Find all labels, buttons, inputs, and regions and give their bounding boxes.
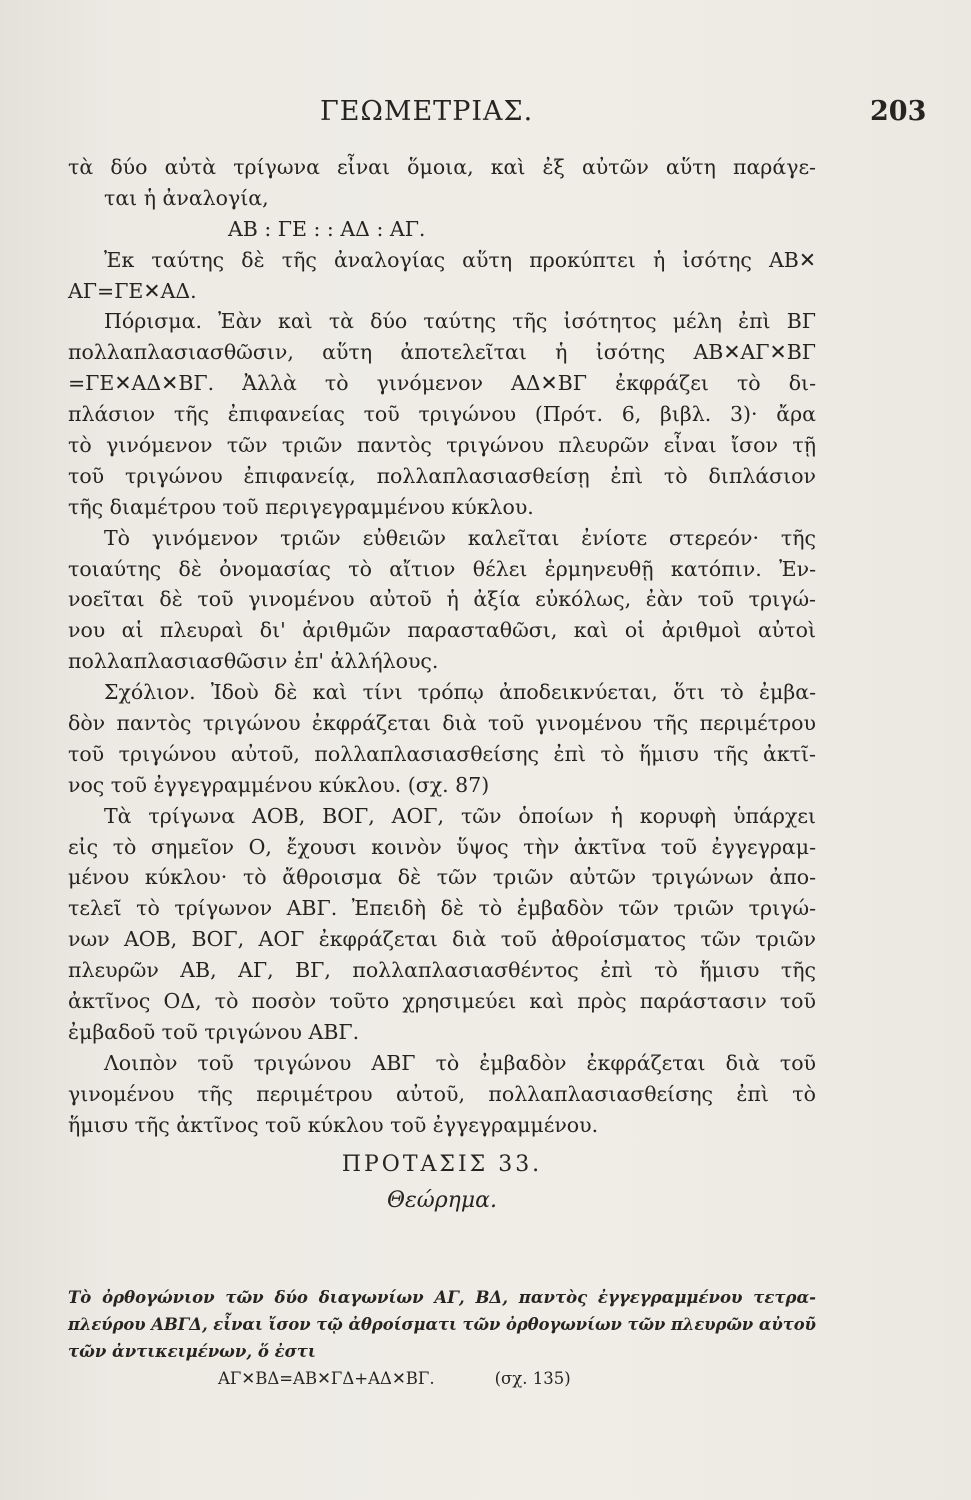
text-line: πλευρῶν ΑΒ, ΑΓ, ΒΓ, πολλαπλασιασθέντος ἐπὶ τὸ ἥμισυ τῆς <box>68 958 816 983</box>
text-line: Σχόλιον. Ἰδοὺ δὲ καὶ τίνι τρόπῳ ἀποδεικνύεται, ὅτι τὸ ἐμβα- <box>104 680 816 705</box>
figure-reference: (σχ. 135) <box>494 1369 571 1388</box>
text-line: ται ἡ ἀναλογία, <box>104 185 269 210</box>
theorem-formula: ΑΓ✕ΒΔ=ΑΒ✕ΓΔ+ΑΔ✕ΒΓ. <box>218 1369 435 1388</box>
theorem-line: τῶν ἀντικειμένων, ὅ ἐστι <box>68 1342 316 1361</box>
theorem-heading: Θεώρημα. <box>386 1187 498 1213</box>
text-line: ἐμβαδοῦ τοῦ τριγώνου ΑΒΓ. <box>68 1019 360 1044</box>
theorem-line: Τὸ ὀρθογώνιον τῶν δύο διαγωνίων ΑΓ, ΒΔ, παντὸς ἐγγεγραμμένου τετρα- <box>68 1288 816 1307</box>
text-line: νος τοῦ ἐγγεγραμμένου κύκλου. (σχ. 87) <box>68 772 490 797</box>
theorem-line: πλεύρου ΑΒΓΔ, εἶναι ἴσον τῷ ἀθροίσματι τῶν ὀρθογωνίων τῶν πλευρῶν αὐτοῦ <box>68 1315 816 1334</box>
text-line: τελεῖ τὸ τρίγωνον ΑΒΓ. Ἐπειδὴ δὲ τὸ ἐμβαδὸν τῶν τριῶν τριγώ- <box>68 896 816 921</box>
theorem-formula-line <box>68 1365 816 1392</box>
text-line: Ἐκ ταύτης δὲ τῆς ἀναλογίας αὕτη προκύπτει ἡ ἰσότης ΑΒ✕ <box>104 247 816 272</box>
text-line: τὸ γινόμενον τῶν τριῶν παντὸς τριγώνου πλευρῶν εἶναι ἴσον τῇ <box>68 433 816 458</box>
text-line: =ΓΕ✕ΑΔ✕ΒΓ. Ἀλλὰ τὸ γινόμενον ΑΔ✕ΒΓ ἐκφράζει τὸ δι- <box>68 371 816 396</box>
text-line: πολλαπλασιασθῶσιν ἐπ' ἀλλήλους. <box>68 649 439 674</box>
text-line: γινομένου τῆς περιμέτρου αὐτοῦ, πολλαπλασιασθείσης ἐπὶ τὸ <box>68 1081 816 1106</box>
text-line: ἀκτῖνος ΟΔ, τὸ ποσὸν τοῦτο χρησιμεύει καὶ πρὸς παράστασιν τοῦ <box>68 989 816 1014</box>
text-line: πολλαπλασιασθῶσιν, αὕτη ἀποτελεῖται ἡ ἰσότης ΑΒ✕ΑΓ✕ΒΓ <box>68 340 816 365</box>
text-line: τοῦ τριγώνου ἐπιφανείᾳ, πολλαπλασιασθείσῃ ἐπὶ τὸ διπλάσιον <box>68 463 816 488</box>
text-line: Πόρισμα. Ἐὰν καὶ τὰ δύο ταύτης τῆς ἰσότητος μέλη ἐπὶ ΒΓ <box>104 309 816 334</box>
text-line: ΑΓ=ΓΕ✕ΑΔ. <box>68 278 197 303</box>
text-line: τῆς διαμέτρου τοῦ περιγεγραμμένου κύκλου. <box>68 494 534 519</box>
text-line: νων ΑΟΒ, ΒΟΓ, ΑΟΓ ἐκφράζεται διὰ τοῦ ἀθροίσματος τῶν τριῶν <box>68 927 816 952</box>
text-line: μένου κύκλου· τὸ ἄθροισμα δὲ τῶν τριῶν αὐτῶν τριγώνων ἀπο- <box>68 865 816 890</box>
text-line: νου αἱ πλευραὶ δι' ἀριθμῶν παρασταθῶσι, καὶ οἱ ἀριθμοὶ αὐτοὶ <box>68 618 816 643</box>
text-line: εἰς τὸ σημεῖον Ο, ἔχουσι κοινὸν ὕψος τὴν ἀκτῖνα τοῦ ἐγγεγραμ- <box>68 834 816 859</box>
page-header <box>0 96 971 136</box>
text-line: Λοιπὸν τοῦ τριγώνου ΑΒΓ τὸ ἐμβαδὸν ἐκφράζεται διὰ τοῦ <box>104 1050 816 1075</box>
text-line: δὸν παντὸς τριγώνου ἐκφράζεται διὰ τοῦ γινομένου τῆς περιμέτρου <box>68 711 816 736</box>
text-line: τοῦ τριγώνου αὐτοῦ, πολλαπλασιασθείσης ἐπὶ τὸ ἥμισυ τῆς ἀκτῖ- <box>68 741 816 766</box>
text-line: Τὸ γινόμενον τριῶν εὐθειῶν καλεῖται ἐνίοτε στερεόν· τῆς <box>104 525 816 550</box>
text-line: ἥμισυ τῆς ἀκτῖνος τοῦ κύκλου τοῦ ἐγγεγραμμένου. <box>68 1112 599 1137</box>
proposition-title: ΠΡΟΤΑΣΙΣ 33. <box>341 1151 543 1177</box>
text-line: Τὰ τρίγωνα ΑΟΒ, ΒΟΓ, ΑΟΓ, τῶν ὁποίων ἡ κορυφὴ ὑπάρχει <box>104 803 816 828</box>
body-text <box>68 152 816 1219</box>
page-number: 203 <box>870 96 927 127</box>
formula-line: ΑΒ : ΓΕ : : ΑΔ : ΑΓ. <box>228 216 426 241</box>
text-line: τὰ δύο αὐτὰ τρίγωνα εἶναι ὅμοια, καὶ ἐξ αὐτῶν αὕτη παράγε- <box>68 155 816 179</box>
theorem-statement <box>68 1284 816 1392</box>
text-line: τοιαύτης δὲ ὀνομασίας τὸ αἴτιον θέλει ἑρμηνευθῇ κατόπιν. Ἐν- <box>68 556 816 581</box>
text-line: νοεῖται δὲ τοῦ γινομένου αὐτοῦ ἡ ἀξία εὐκόλως, ἐὰν τοῦ τριγώ- <box>68 587 816 612</box>
text-line: πλάσιον τῆς ἐπιφανείας τοῦ τριγώνου (Πρότ. 6, βιβλ. 3)· ἄρα <box>68 402 816 427</box>
running-head: ΓΕΩΜΕΤΡΙΑΣ. <box>320 96 534 127</box>
